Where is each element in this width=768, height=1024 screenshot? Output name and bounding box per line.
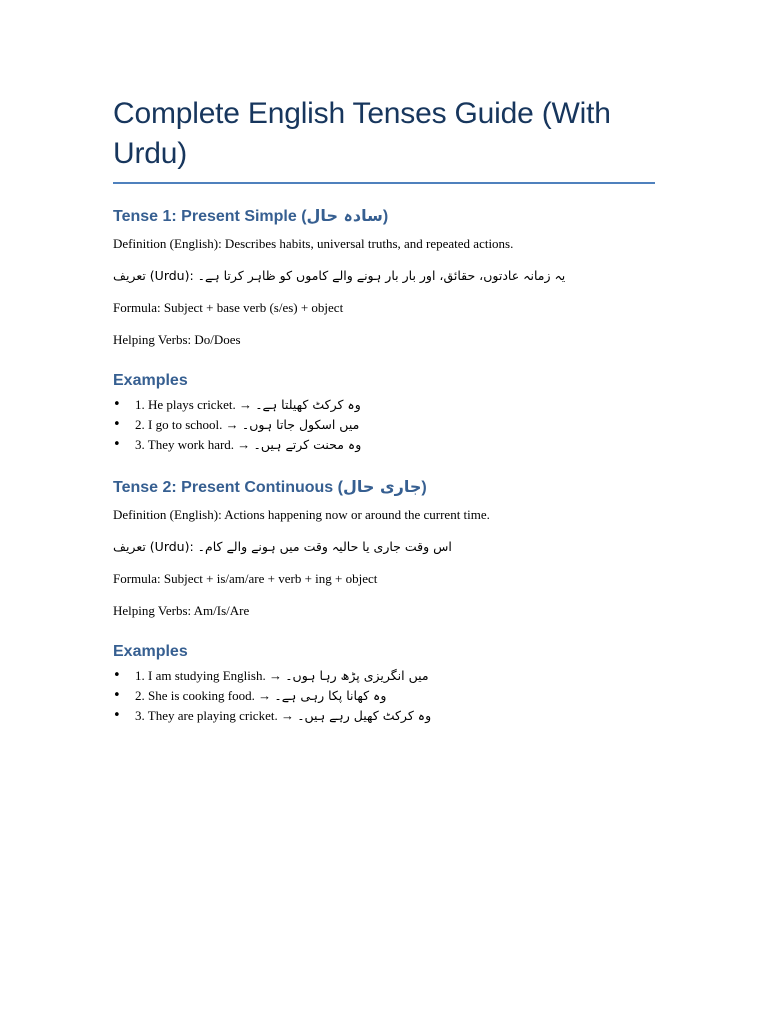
definition-urdu-label: تعریف (Urdu): [113, 268, 198, 283]
list-item [113, 666, 655, 686]
definition-urdu [113, 267, 655, 285]
section-present-continuous [113, 477, 655, 726]
bullet-icon: • [113, 668, 121, 683]
list-item [113, 415, 655, 435]
example-urdu: وہ محنت کرتے ہیں۔ [253, 437, 362, 452]
example-urdu: وہ کرکٹ کھیل رہے ہیں۔ [297, 708, 432, 723]
heading-prefix: Tense 1: Present Simple ( [113, 208, 307, 225]
example-english: 3. They are playing cricket. → [135, 708, 298, 723]
helping-verbs: Helping Verbs: Am/Is/Are [113, 603, 250, 618]
example-urdu: میں اسکول جاتا ہوں۔ [241, 417, 360, 432]
examples-list [113, 666, 655, 726]
heading-prefix: Tense 2: Present Continuous ( [113, 479, 343, 496]
examples-heading: Examples [113, 643, 188, 660]
list-item [113, 706, 655, 726]
bullet-icon: • [113, 417, 121, 432]
document-body [113, 94, 655, 726]
bullet-icon: • [113, 397, 121, 412]
heading-urdu: سادہ حال [306, 206, 383, 225]
helping-verbs: Helping Verbs: Do/Does [113, 332, 241, 347]
example-english: 2. She is cooking food. → [135, 688, 275, 703]
definition-urdu [113, 538, 655, 556]
example-english: 3. They work hard. → [135, 437, 254, 452]
bullet-icon: • [113, 437, 121, 452]
definition-urdu-text: یہ زمانہ عادتوں، حقائق، اور بار بار ہونے والے کاموں کو ظاہر کرتا ہے۔ [197, 268, 566, 283]
example-english: 1. He plays cricket. → [135, 397, 256, 412]
formula: Formula: Subject + is/am/are + verb + ing + object [113, 571, 378, 586]
example-urdu: میں انگریزی پڑھ رہا ہوں۔ [285, 668, 429, 683]
definition-urdu-label: تعریف (Urdu): [113, 539, 198, 554]
list-item [113, 686, 655, 706]
section-heading [113, 206, 655, 227]
example-english: 1. I am studying English. → [135, 668, 286, 683]
heading-suffix: ) [382, 208, 389, 225]
definition-english: Definition (English): Describes habits, universal truths, and repeated actions. [113, 236, 514, 251]
section-heading [113, 477, 655, 498]
heading-urdu: جاری حال [342, 477, 422, 496]
heading-suffix: ) [421, 479, 427, 496]
section-present-simple [113, 206, 655, 455]
list-item [113, 435, 655, 455]
list-item [113, 395, 655, 415]
definition-urdu-text: اس وقت جاری یا حالیہ وقت میں ہونے والے کام۔ [197, 539, 452, 554]
formula: Formula: Subject + base verb (s/es) + object [113, 300, 344, 315]
bullet-icon: • [113, 708, 121, 723]
example-english: 2. I go to school. → [135, 417, 242, 432]
examples-list [113, 395, 655, 455]
bullet-icon: • [113, 688, 121, 703]
definition-english: Definition (English): Actions happening now or around the current time. [113, 507, 490, 522]
examples-heading: Examples [113, 372, 188, 389]
example-urdu: وہ کرکٹ کھیلتا ہے۔ [255, 397, 361, 412]
example-urdu: وہ کھانا پکا رہی ہے۔ [274, 688, 387, 703]
document-title: Complete English Tenses Guide (With Urdu) [113, 94, 655, 184]
